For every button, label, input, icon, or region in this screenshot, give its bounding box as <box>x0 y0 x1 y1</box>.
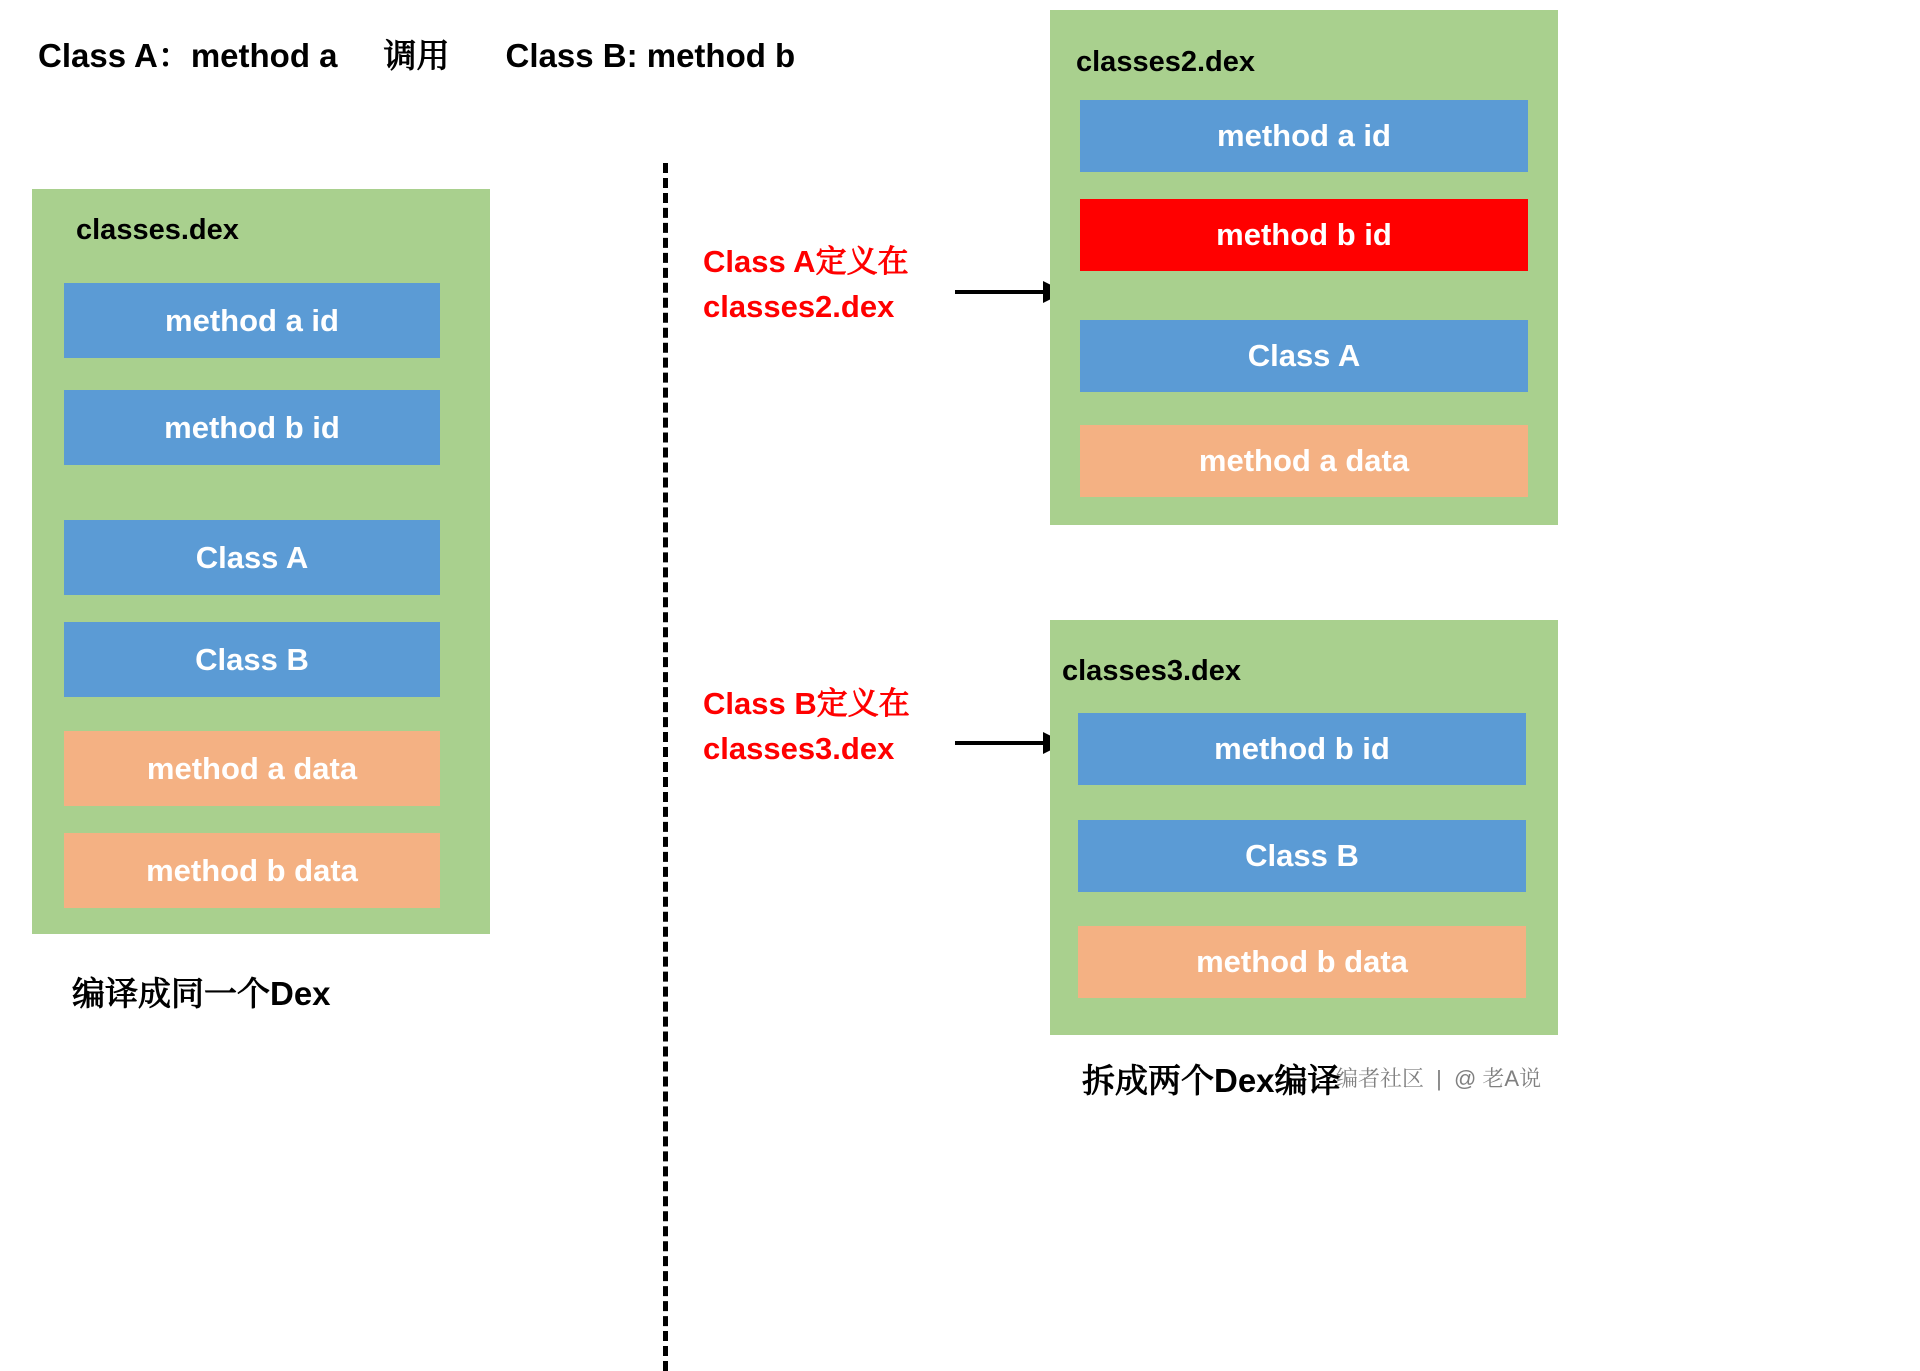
classes-dex-row-method-b-id: method b id <box>64 390 440 465</box>
annotation-class-b-line1: Class B定义在 <box>703 686 910 721</box>
classes3-dex-title: classes3.dex <box>1062 655 1241 687</box>
classes2-dex-row-method-a-id: method a id <box>1080 100 1528 172</box>
annotation-class-a <box>703 240 909 330</box>
classes2-dex-row-class-a: Class A <box>1080 320 1528 392</box>
watermark-author: @ 老A说 <box>1453 1066 1542 1091</box>
arrow-to-classes3-icon <box>955 723 1065 763</box>
watermark: 编者社区 | @ 老A说 <box>1336 1066 1542 1091</box>
annotation-class-b <box>703 682 910 772</box>
classes-dex-title: classes.dex <box>76 214 239 246</box>
right-caption: 拆成两个Dex编译 <box>1082 1062 1341 1099</box>
classes3-dex-row-method-b-data: method b data <box>1078 926 1526 998</box>
left-caption: 编译成同一个Dex <box>72 975 331 1012</box>
header-relation: 调用 <box>383 37 450 74</box>
classes-dex-row-method-a-data: method a data <box>64 731 440 806</box>
header-class-a: Class A：method a <box>38 37 338 74</box>
vertical-divider <box>663 163 668 1371</box>
classes3-dex-box <box>1050 620 1558 1035</box>
annotation-class-a-line1: Class A定义在 <box>703 244 909 279</box>
header-class-b: Class B: method b <box>505 37 796 74</box>
arrow-to-classes2-icon <box>955 272 1065 312</box>
classes2-dex-box <box>1050 10 1558 525</box>
annotation-class-a-line2: classes2.dex <box>703 288 895 324</box>
classes2-dex-row-method-a-data: method a data <box>1080 425 1528 497</box>
classes-dex-row-class-a: Class A <box>64 520 440 595</box>
classes-dex-row-method-b-data: method b data <box>64 833 440 908</box>
classes2-dex-row-method-b-id: method b id <box>1080 199 1528 271</box>
diagram-header <box>38 30 795 77</box>
classes-dex-box <box>32 189 490 934</box>
watermark-site: 编者社区 <box>1336 1066 1425 1091</box>
annotation-class-b-line2: classes3.dex <box>703 730 895 766</box>
classes3-dex-row-method-b-id: method b id <box>1078 713 1526 785</box>
classes3-dex-row-class-b: Class B <box>1078 820 1526 892</box>
classes-dex-row-class-b: Class B <box>64 622 440 697</box>
classes-dex-row-method-a-id: method a id <box>64 283 440 358</box>
classes2-dex-title: classes2.dex <box>1076 46 1255 78</box>
